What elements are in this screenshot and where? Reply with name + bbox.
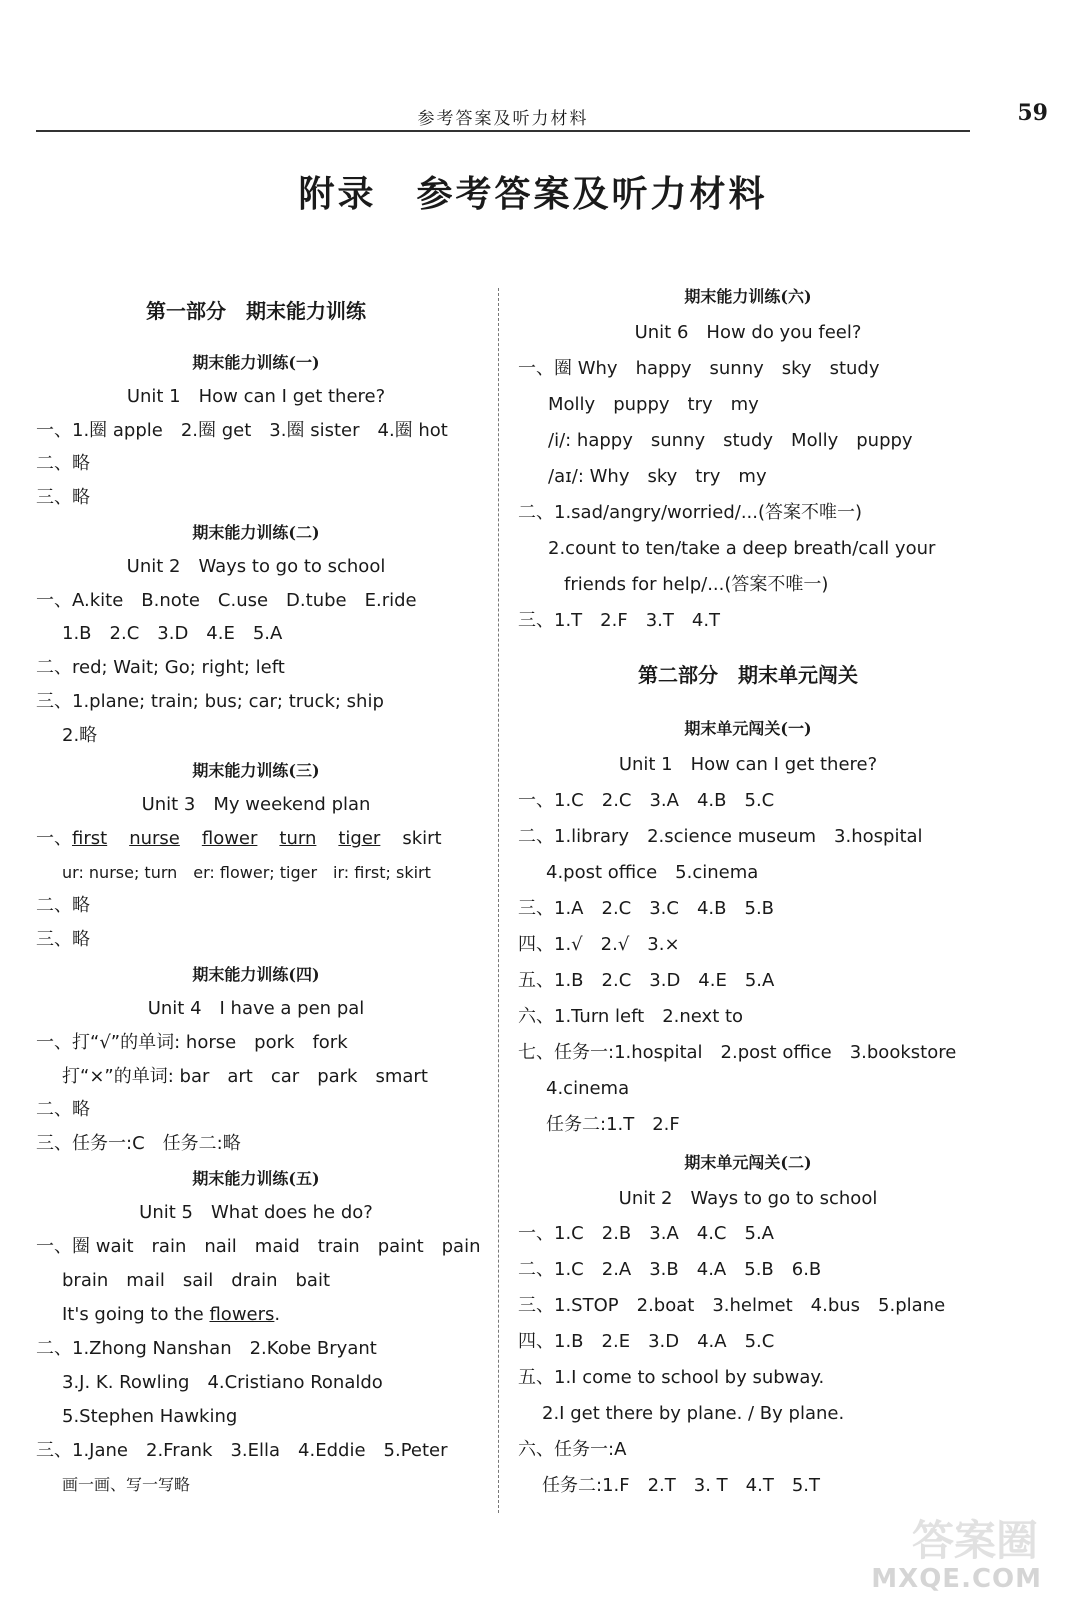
answer-line: 二、1.sad/angry/worried/...(答案不唯一) [518,502,863,523]
watermark-logo-text: 答案圈 [911,1516,1038,1565]
underlined-word: flower [201,828,258,849]
answer-line: 任务二:1.T 2.F [546,1114,680,1135]
answer-line: 三、略 [36,929,90,950]
answer-line: brain mail sail drain bait [62,1270,331,1291]
answer-line: 画一画、写一写略 [62,1475,191,1494]
column-divider [498,288,499,1513]
underlined-word: tiger [338,828,381,849]
answer-line: 二、red; Wait; Go; right; left [36,657,285,678]
answer-line: 二、略 [36,895,90,916]
answer-line: 3.J. K. Rowling 4.Cristiano Ronaldo [62,1372,383,1393]
section-title: 期末单元闯关(一) [684,719,812,738]
unit-title: Unit 1 How can I get there? [126,386,386,407]
section-title: 期末能力训练(五) [192,1169,320,1188]
answer-line: 一、1.C 2.C 3.A 4.B 5.C [518,790,775,811]
page-number: 59 [1017,100,1048,126]
section-title: 期末能力训练(六) [684,287,812,306]
section-title: 期末能力训练(四) [192,965,320,984]
part-heading: 第一部分 期末能力训练 [146,299,366,323]
answer-line: 5.Stephen Hawking [62,1406,238,1427]
section-title: 期末能力训练(三) [192,761,320,780]
answer-line: 三、1.STOP 2.boat 3.helmet 4.bus 5.plane [518,1295,946,1316]
answer-line: 二、1.C 2.A 3.B 4.A 5.B 6.B [518,1259,822,1280]
answer-line: 六、任务一:A [518,1439,627,1460]
underlined-word: first [72,828,108,849]
underlined-word: turn [279,828,317,849]
answer-line: 4.cinema [546,1078,630,1099]
answer-line: 一、圈 Why happy sunny sky study [518,358,880,379]
answer-line: 一、A.kite B.note C.use D.tube E.ride [36,590,417,611]
answer-line: Molly puppy try my [548,394,759,415]
unit-title: Unit 3 My weekend plan [141,794,371,815]
sentence-text: It's going to the [62,1304,210,1325]
unit-title: Unit 6 How do you feel? [634,322,862,343]
answer-line: 二、略 [36,1099,90,1120]
answer-line: 四、1.B 2.E 3.D 4.A 5.C [518,1331,775,1352]
running-title: 参考答案及听力材料 [417,109,589,129]
answer-line: 五、1.I come to school by subway. [518,1367,825,1388]
section-title: 期末能力训练(二) [192,523,320,542]
underlined-word: nurse [129,828,180,849]
answer-line: 五、1.B 2.C 3.D 4.E 5.A [518,970,775,991]
word: skirt [402,828,442,849]
answer-line: friends for help/...(答案不唯一) [564,574,829,595]
answer-line: 2.略 [62,725,98,746]
answer-line: ur: nurse; turn er: flower; tiger ir: first; skirt [62,863,431,882]
item-prefix: 一、 [36,828,72,849]
answer-line: 一、1.圈 apple 2.圈 get 3.圈 sister 4.圈 hot [36,420,448,441]
section-title: 期末单元闯关(二) [684,1153,812,1172]
answer-line: 二、略 [36,453,90,474]
answer-line: 一、1.C 2.B 3.A 4.C 5.A [518,1223,774,1244]
title-part-a: 附录 [298,173,377,215]
answer-line: 三、1.plane; train; bus; car; truck; ship [36,691,384,712]
unit-title: Unit 2 Ways to go to school [126,556,386,577]
answer-line: 一、圈 wait rain nail maid train paint pain [36,1236,481,1257]
answer-line: 二、1.Zhong Nanshan 2.Kobe Bryant [36,1338,377,1359]
part-heading: 第二部分 期末单元闯关 [638,663,858,687]
page-title [0,166,1066,217]
answer-line: 三、任务一:C 任务二:略 [36,1133,241,1154]
answer-line: 2.I get there by plane. / By plane. [542,1403,845,1424]
answer-line [62,1304,280,1326]
answer-line: 2.count to ten/take a deep breath/call your [548,538,936,559]
answer-line: 二、1.library 2.science museum 3.hospital [518,826,923,847]
section-title: 期末能力训练(一) [192,353,320,372]
answer-line: 1.B 2.C 3.D 4.E 5.A [62,623,283,644]
answer-line: 4.post office 5.cinema [546,862,759,883]
answer-line: 一、打“√”的单词: horse pork fork [36,1032,348,1053]
answer-line: 三、1.Jane 2.Frank 3.Ella 4.Eddie 5.Peter [36,1440,448,1461]
sentence-end: . [274,1304,281,1325]
answer-line: 打“×”的单词: bar art car park smart [62,1066,428,1087]
answer-line: 三、1.T 2.F 3.T 4.T [518,610,721,631]
unit-title: Unit 5 What does he do? [139,1202,373,1223]
answer-line: 三、略 [36,487,90,508]
answer-line [36,828,442,850]
page-header [36,100,1048,132]
answer-line: 七、任务一:1.hospital 2.post office 3.bookstore [518,1042,957,1063]
title-part-b: 参考答案及听力材料 [416,173,768,215]
answer-line: /i/: happy sunny study Molly puppy [548,430,913,451]
answer-line: 四、1.√ 2.√ 3.× [518,934,680,955]
site-watermark [852,1508,1042,1594]
answer-line: 三、1.A 2.C 3.C 4.B 5.B [518,898,775,919]
answer-line: /aɪ/: Why sky try my [548,466,767,487]
unit-title: Unit 4 I have a pen pal [147,998,365,1019]
watermark-url: MXQE.COM [871,1564,1042,1594]
unit-title: Unit 2 Ways to go to school [618,1188,878,1209]
unit-title: Unit 1 How can I get there? [618,754,878,775]
answer-line: 任务二:1.F 2.T 3. T 4.T 5.T [542,1475,820,1496]
underlined-word: flowers [209,1304,275,1325]
answer-line: 六、1.Turn left 2.next to [518,1006,744,1027]
